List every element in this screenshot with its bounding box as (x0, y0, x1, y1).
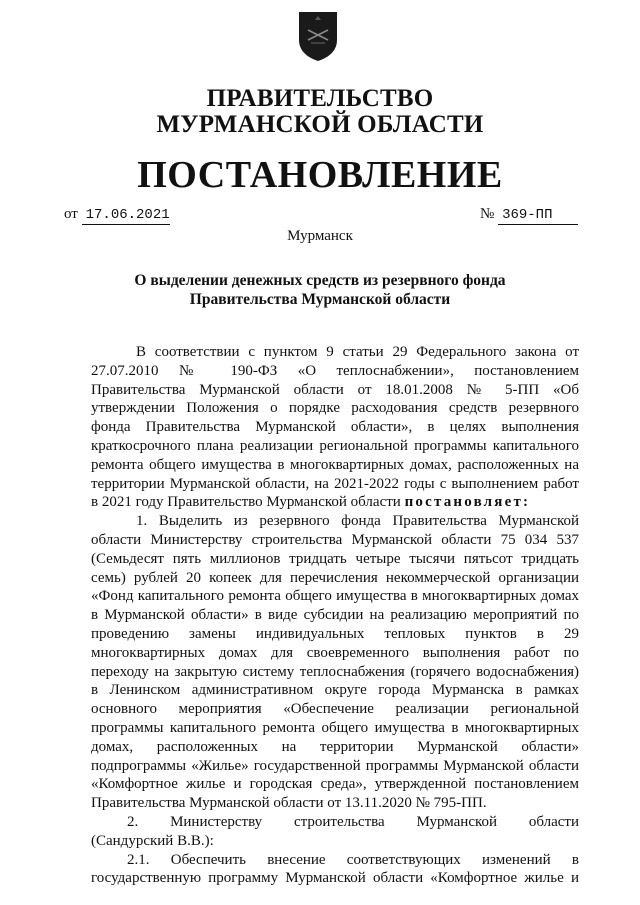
body-line: фонда Правительства Мурманской области», в целях выполнения (91, 419, 579, 436)
body-line: области Министерству строительства Мурманской области 75 034 537 (91, 531, 579, 548)
body-line: основного мероприятия «Обеспечение реализации региональной (91, 701, 579, 718)
subject-line1: О выделении денежных средств из резервного фонда (134, 272, 506, 289)
body-line: государственную программу Мурманской области «Комфортное жилье и (91, 870, 579, 887)
body-line: В соответствии с пунктом 9 статьи 29 Федерального закона от (136, 344, 579, 360)
body-line: программы капитального ремонта общего имущества в многоквартирных (91, 719, 579, 736)
body-line: Правительства Мурманской области от 18.01.2008 № 5-ПП «Об (91, 381, 579, 398)
body-line-resolve (91, 493, 579, 512)
body-line: в Ленинском административном округе города Мурманска в рамках (91, 682, 579, 699)
resolve-word: постановляет: (404, 494, 531, 511)
city-name: Мурманск (287, 228, 353, 244)
body-line: «Комфортное жилье и городская среда», утвержденной постановлением (91, 776, 579, 793)
body-line: ремонта общего имущества в многоквартирных домах, расположенных на (91, 456, 579, 473)
body-line: семь) рублей 20 копеек для перечисления некоммерческой организации (91, 569, 579, 586)
date-prefix: от (64, 206, 78, 222)
body-line: переходу на закрытую систему теплоснабжения (горячего водоснабжения) (91, 663, 579, 680)
document-date (64, 205, 170, 225)
body-line: Правительства Мурманской области от 13.11.2020 № 795-ПП. (91, 795, 487, 812)
date-value: 17.06.2021 (82, 206, 170, 225)
government-title-line1: ПРАВИТЕЛЬСТВО (206, 85, 434, 112)
document-body (91, 343, 579, 888)
body-line: 2. Министерству строительства Мурманской области (127, 813, 579, 830)
number-prefix: № (480, 206, 495, 222)
body-line: краткосрочного плана реализации региональной программы капитального (91, 437, 579, 454)
document-number (480, 205, 578, 225)
body-line: 2.1. Обеспечить внесение соответствующих изменений в (127, 851, 579, 868)
body-line: проведению замены индивидуальных тепловых пунктов в 29 (91, 625, 579, 642)
body-line: утверждении Положения о порядке расходования средств резервного (91, 400, 579, 417)
body-line: (Семьдесят пять миллионов тридцать четыре тысячи пятьсот тридцать (91, 550, 579, 567)
government-title-line2: МУРМАНСКОЙ ОБЛАСТИ (156, 111, 484, 138)
number-value: 369-ПП (498, 206, 578, 225)
body-line: 27.07.2010 № 190-ФЗ «О теплоснабжении», постановлением (91, 362, 579, 379)
coat-of-arms-icon (297, 10, 339, 62)
body-line: в Мурманской области» в виде субсидии на реализацию мероприятий по (91, 607, 579, 624)
document-type-title: ПОСТАНОВЛЕНИЕ (137, 154, 503, 196)
body-line: в 2021 году Правительство Мурманской области (91, 494, 401, 511)
body-line: «Фонд капитального ремонта общего имущества в многоквартирных домах (91, 588, 579, 605)
body-line: многоквартирных домах для своевременного выполнения работ по (91, 644, 579, 661)
body-line: домах, расположенных на территории Мурманской области» (91, 738, 579, 755)
body-line: (Сандурский В.В.): (91, 832, 214, 849)
body-line: 1. Выделить из резервного фонда Правительства Мурманской (136, 513, 579, 530)
body-line: подпрограммы «Жилье» государственной программы Мурманской области (91, 757, 579, 774)
subject-line2: Правительства Мурманской области (189, 291, 451, 308)
body-line: территории Мурманской области, на 2021-2022 годы с выполнением работ (91, 475, 579, 492)
